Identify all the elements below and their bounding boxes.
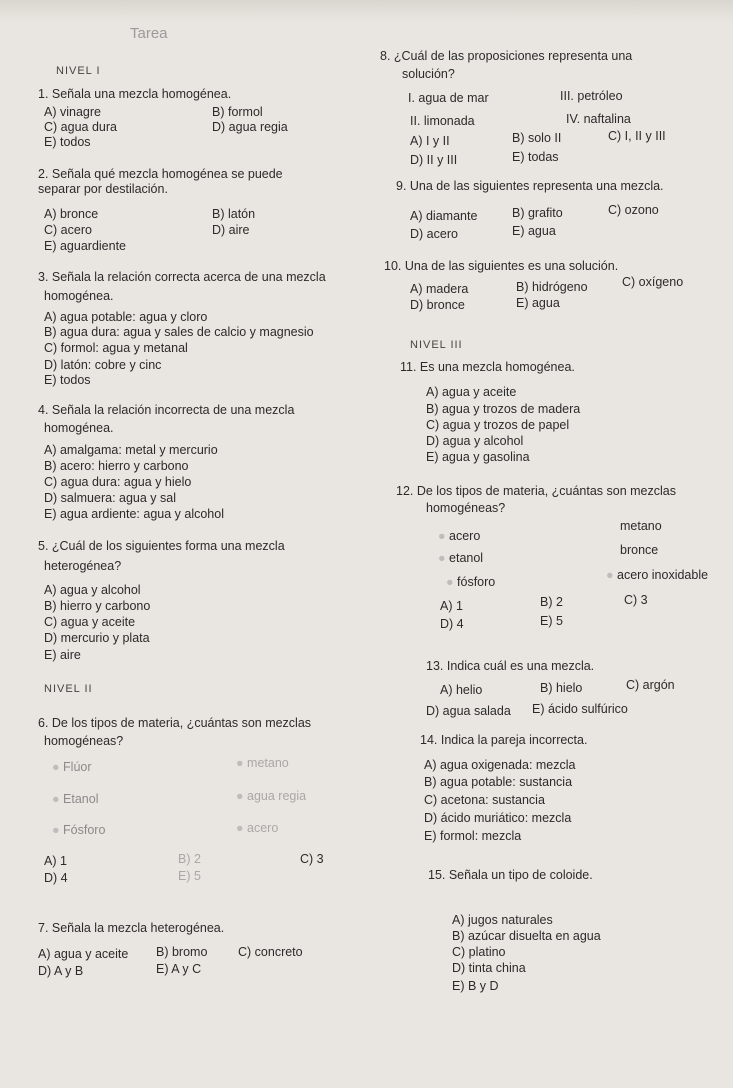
option-e: E) formol: mezcla (424, 829, 522, 843)
option-e: E) 5 (540, 614, 563, 628)
bullet-icon: ● (438, 551, 450, 565)
option-c: C) agua dura: agua y hielo (44, 475, 192, 489)
option-a: A) I y II (410, 134, 450, 148)
proposition-1: I. agua de mar (408, 91, 489, 105)
option-a: A) madera (410, 282, 469, 296)
option-d: D) aire (212, 223, 250, 237)
option-c: C) 3 (624, 593, 648, 607)
option-d: D) ácido muriático: mezcla (424, 811, 572, 825)
item-label: acero inoxidable (617, 568, 709, 582)
option-d: D) A y B (38, 964, 84, 978)
option-c: C) argón (626, 678, 675, 692)
list-item (52, 824, 105, 837)
proposition-4: IV. naftalina (566, 112, 631, 126)
question-text: 6. De los tipos de materia, ¿cuántas son mezclas (38, 716, 312, 730)
bullet-icon: ● (52, 823, 64, 837)
question-text: 9. Una de las siguientes representa una mezcla. (396, 179, 664, 193)
list-item (236, 822, 278, 835)
option-b: B) agua dura: agua y sales de calcio y magnesio (44, 325, 314, 339)
option-b: B) bromo (156, 945, 208, 959)
page-title: Tarea (130, 25, 168, 42)
question-text-line2: homogénea. (44, 421, 114, 435)
option-b: B) grafito (512, 206, 563, 220)
list-item (438, 530, 480, 543)
option-d: D) agua salada (426, 704, 511, 718)
question-text-line2: homogéneas? (426, 501, 506, 515)
option-a: A) agua potable: agua y cloro (44, 310, 208, 324)
question-text: 4. Señala la relación incorrecta de una mezcla (38, 403, 295, 417)
option-d: D) bronce (410, 298, 465, 312)
option-a: A) vinagre (44, 105, 101, 119)
question-text-line2: solución? (402, 67, 455, 81)
option-e: E) agua (516, 296, 560, 310)
item-label: Etanol (63, 792, 99, 806)
bullet-icon: ● (52, 792, 64, 806)
question-text: 10. Una de las siguientes es una solución. (384, 259, 619, 273)
proposition-3: III. petróleo (560, 89, 623, 103)
question-text: 8. ¿Cuál de las proposiciones representa una (380, 49, 633, 63)
option-a: A) agua y aceite (38, 947, 129, 961)
option-a: A) bronce (44, 207, 99, 221)
question-text: 3. Señala la relación correcta acerca de una mezcla (38, 270, 326, 284)
option-c: C) agua dura (44, 120, 117, 134)
option-b: B) latón (212, 207, 256, 221)
question-text: 15. Señala un tipo de coloide. (428, 868, 593, 882)
question-text: 1. Señala una mezcla homogénea. (38, 87, 232, 101)
option-a: A) diamante (410, 209, 478, 223)
option-b: B) 2 (540, 595, 563, 609)
option-d: D) agua y alcohol (426, 434, 524, 448)
question-text-line2: homogénea. (44, 289, 114, 303)
option-a: A) jugos naturales (452, 913, 553, 927)
question-text: 14. Indica la pareja incorrecta. (420, 733, 588, 747)
item-label: metano (247, 756, 289, 770)
option-c: C) acetona: sustancia (424, 793, 545, 807)
option-b: B) agua potable: sustancia (424, 775, 573, 789)
option-a: A) helio (440, 683, 483, 697)
option-e: E) agua (512, 224, 556, 238)
list-item (438, 552, 483, 565)
level-1-heading: NIVEL I (56, 65, 101, 77)
option-a: A) 1 (44, 854, 67, 868)
question-text: 11. Es una mezcla homogénea. (400, 360, 575, 374)
option-d: D) 4 (440, 617, 464, 631)
option-e: E) todas (512, 150, 559, 164)
option-e: E) A y C (156, 962, 202, 976)
list-item (606, 569, 708, 582)
option-c: C) agua y trozos de papel (426, 418, 570, 432)
option-b: B) agua y trozos de madera (426, 402, 581, 416)
question-text: 12. De los tipos de materia, ¿cuántas son mezclas (396, 484, 676, 498)
option-c: C) acero (44, 223, 92, 237)
list-item (236, 790, 306, 803)
item-label: acero (247, 821, 279, 835)
option-d: D) salmuera: agua y sal (44, 491, 177, 505)
option-a: A) agua oxigenada: mezcla (424, 758, 576, 772)
list-item (236, 757, 289, 770)
option-c: C) platino (452, 945, 506, 959)
option-b: B) hielo (540, 681, 583, 695)
item-label: Fósforo (63, 823, 106, 837)
option-b: B) azúcar disuelta en agua (452, 929, 601, 943)
bullet-icon: ● (446, 575, 458, 589)
option-a: A) 1 (440, 599, 463, 613)
option-d: D) II y III (410, 153, 458, 167)
option-b: B) solo II (512, 131, 562, 145)
question-text: 5. ¿Cuál de los siguientes forma una mezcla (38, 539, 285, 553)
proposition-2: II. limonada (410, 114, 475, 128)
bullet-icon: ● (236, 756, 248, 770)
option-b: B) hierro y carbono (44, 599, 151, 613)
item-label: fósforo (457, 575, 496, 589)
option-e: E) 5 (178, 869, 201, 883)
option-c: C) agua y aceite (44, 615, 136, 629)
option-e: E) ácido sulfúrico (532, 702, 628, 716)
level-2-heading: NIVEL II (44, 683, 93, 695)
option-c: C) 3 (300, 852, 324, 866)
option-a: A) amalgama: metal y mercurio (44, 443, 218, 457)
bullet-icon: ● (438, 529, 450, 543)
option-b: B) acero: hierro y carbono (44, 459, 189, 473)
list-item (52, 793, 98, 806)
option-d: D) 4 (44, 871, 68, 885)
bullet-icon: ● (236, 821, 248, 835)
option-e: E) agua ardiente: agua y alcohol (44, 507, 224, 521)
option-d: D) tinta china (452, 961, 526, 975)
page-shadow (0, 0, 733, 22)
option-d: D) acero (410, 227, 458, 241)
bullet-icon: ● (236, 789, 248, 803)
option-c: C) concreto (238, 945, 303, 959)
option-c: C) I, II y III (608, 129, 666, 143)
option-e: E) agua y gasolina (426, 450, 530, 464)
list-item: bronce (620, 543, 659, 557)
item-label: Flúor (63, 760, 92, 774)
option-e: E) todos (44, 135, 91, 149)
option-e: E) aire (44, 648, 81, 662)
option-d: D) mercurio y plata (44, 631, 150, 645)
option-b: B) 2 (178, 852, 201, 866)
option-c: C) oxígeno (622, 275, 684, 289)
option-c: C) ozono (608, 203, 659, 217)
question-text-line2: homogéneas? (44, 734, 124, 748)
option-a: A) agua y alcohol (44, 583, 141, 597)
option-b: B) hidrógeno (516, 280, 588, 294)
item-label: acero (449, 529, 481, 543)
option-b: B) formol (212, 105, 263, 119)
question-text: 7. Señala la mezcla heterogénea. (38, 921, 225, 935)
option-a: A) agua y aceite (426, 385, 517, 399)
bullet-icon: ● (606, 568, 618, 582)
option-d: D) agua regia (212, 120, 288, 134)
question-text-line2: heterogénea? (44, 559, 122, 573)
option-d: D) latón: cobre y cinc (44, 358, 162, 372)
option-e: E) aguardiente (44, 239, 127, 253)
list-item: metano (620, 519, 662, 533)
question-text: 2. Señala qué mezcla homogénea se puede (38, 167, 283, 181)
question-text: 13. Indica cuál es una mezcla. (426, 659, 595, 673)
option-c: C) formol: agua y metanal (44, 341, 188, 355)
option-e: E) todos (44, 373, 91, 387)
option-e: E) B y D (452, 979, 499, 993)
item-label: etanol (449, 551, 484, 565)
bullet-icon: ● (52, 760, 64, 774)
item-label: agua regia (247, 789, 307, 803)
question-text-line2: separar por destilación. (38, 182, 168, 196)
level-3-heading: NIVEL III (410, 339, 463, 351)
list-item (446, 576, 495, 589)
list-item (52, 761, 92, 774)
